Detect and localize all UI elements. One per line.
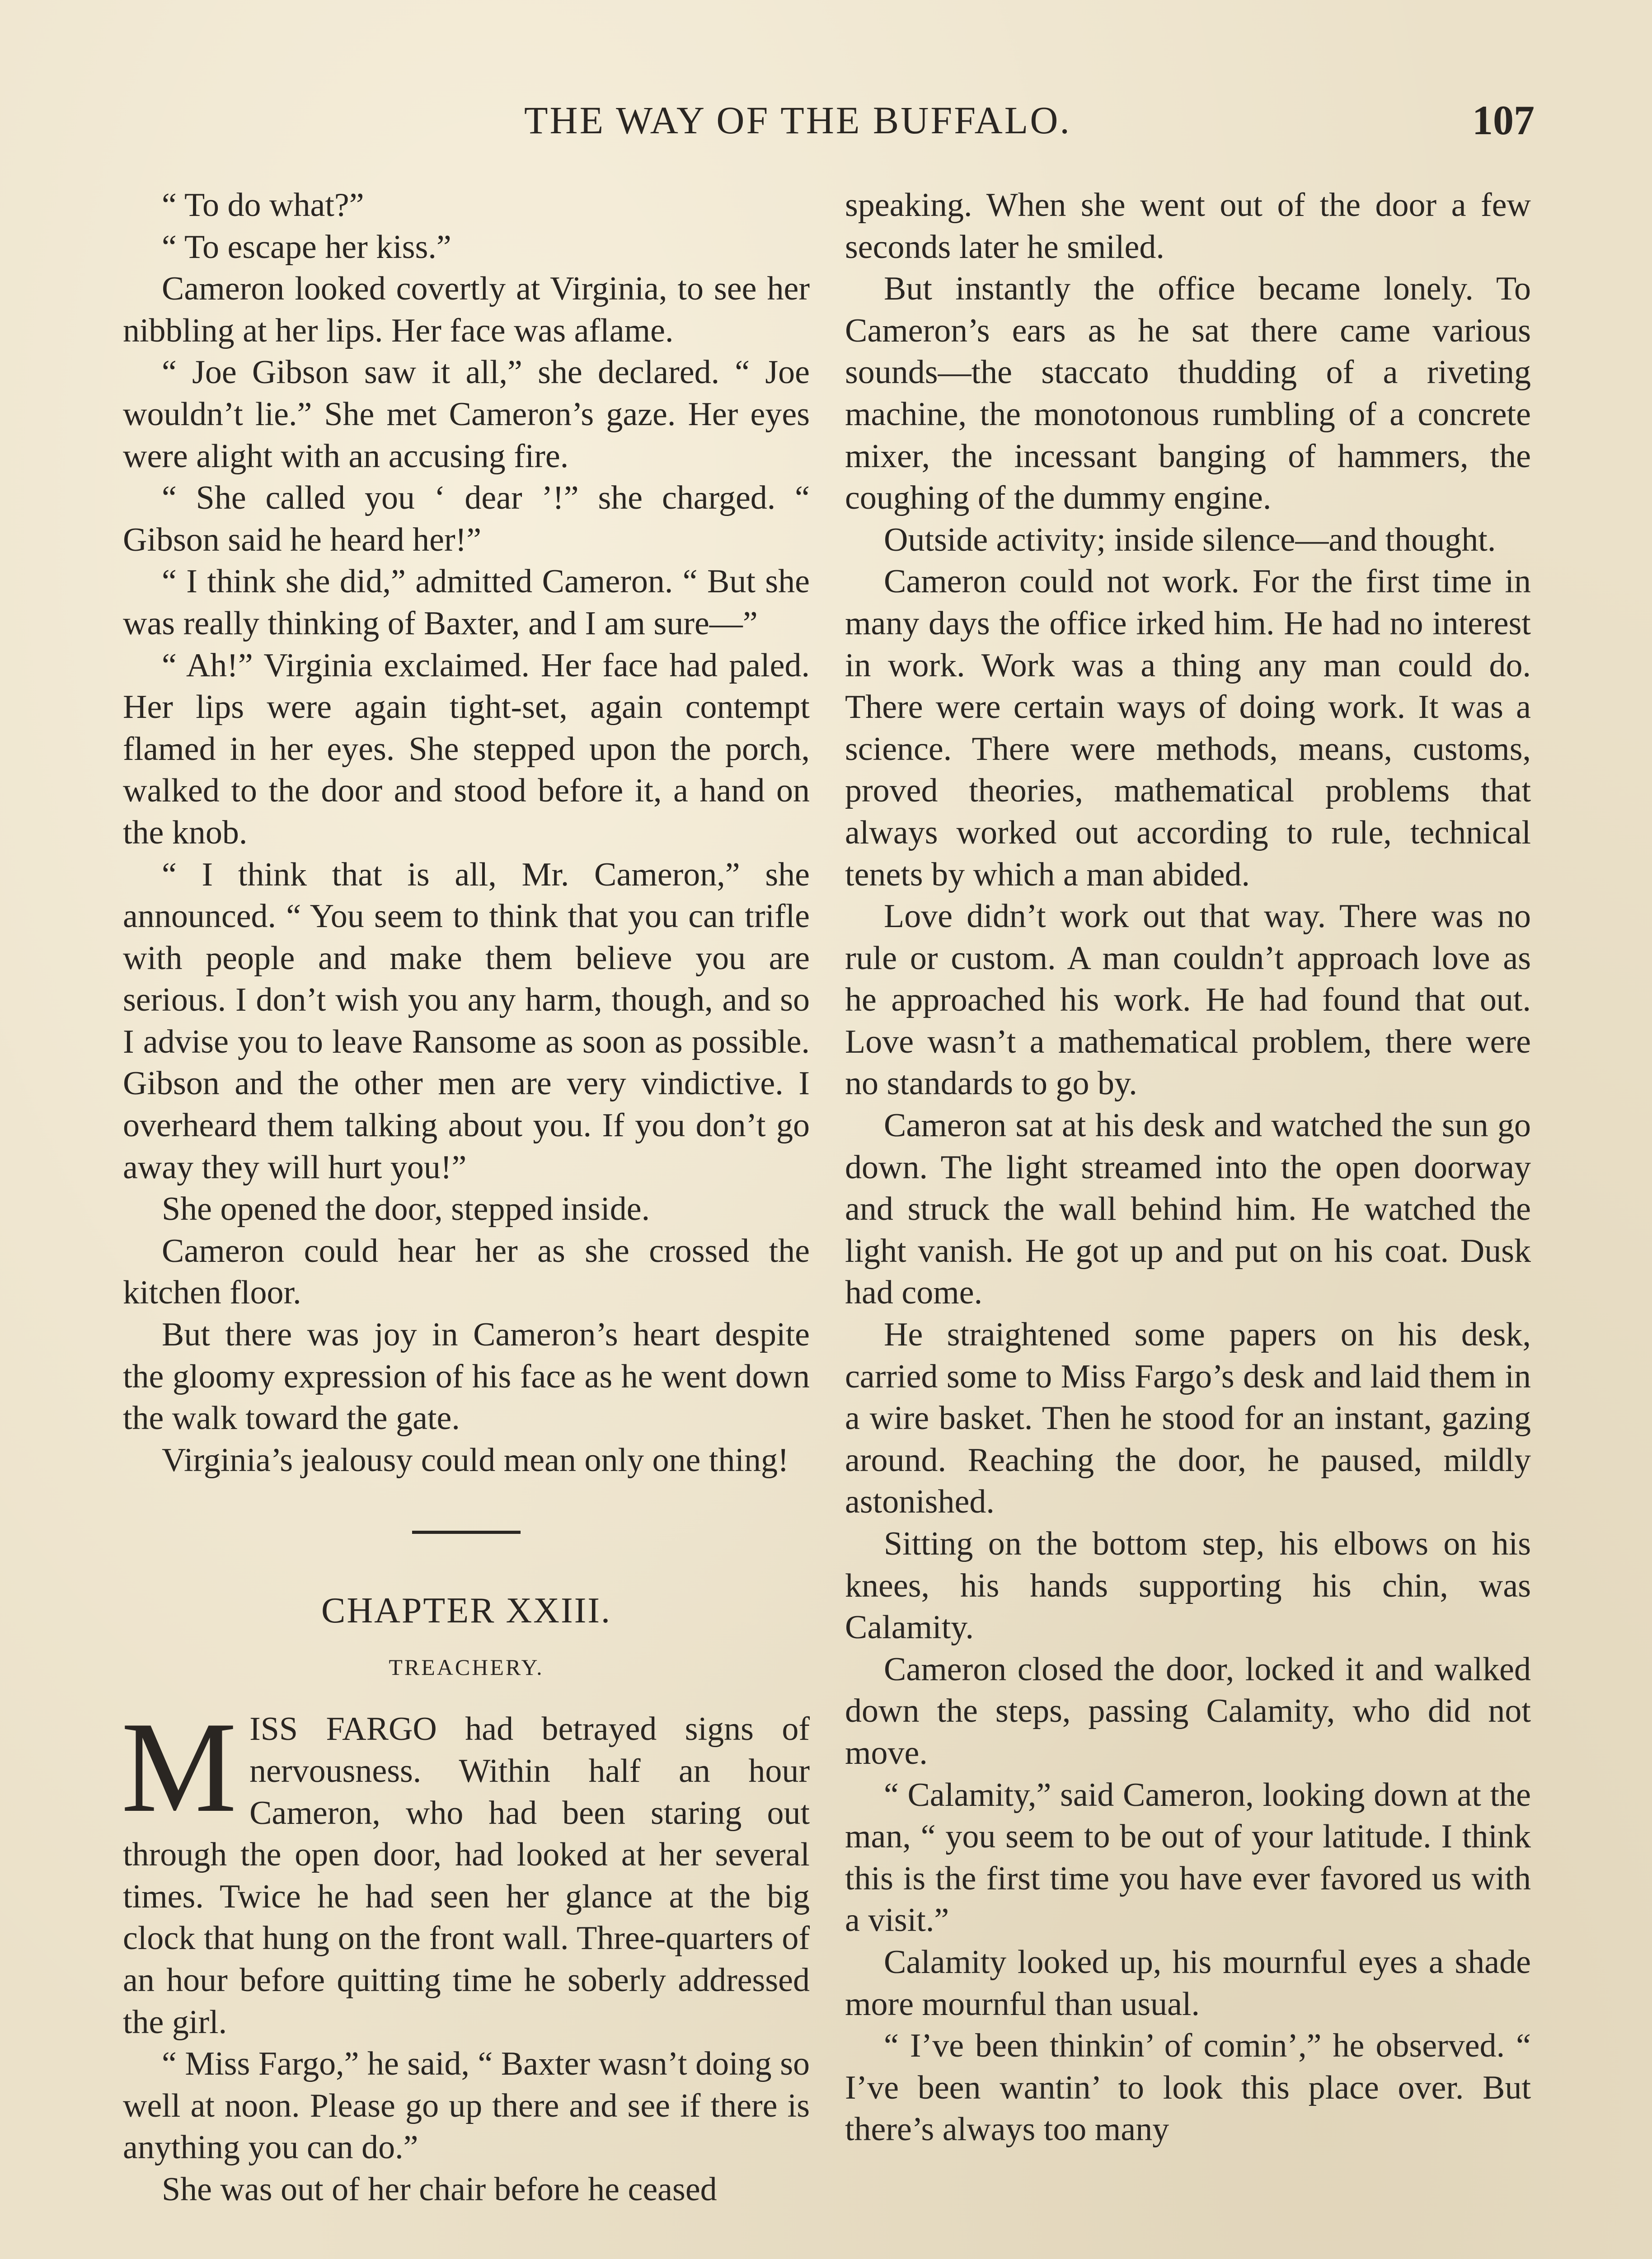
running-title: THE WAY OF THE BUFFALO. [524,98,1071,142]
paragraph: Cameron looked covertly at Virginia, to see her nibbling at her lips. Her face was aflame. [123,270,810,349]
paragraph: “ To do what?” [162,187,364,224]
paragraph: Cameron could hear her as she crossed the kitchen floor. [123,1232,810,1312]
chapter-opening-text: ISS FARGO had betrayed signs of nervousness. Within half an hour Cameron, who had been staring out through the open door, had looked at her several times. Twice he had seen her glance at the big clock that hung on the front wall. Three-quarters of an hour before quitting time he soberly addressed the girl. [123,1711,810,2041]
paragraph: But instantly the office became lonely. To Cameron’s ears as he sat there came various sounds—the staccato thudding of a riveting machine, the monotonous rumbling of a concrete mixer, the incessant banging of hammers, the coughing of the dummy engine. [845,270,1531,517]
paragraph: Cameron sat at his desk and watched the sun go down. The light streamed into the open doorway and struck the wall behind him. He watched the light vanish. He got up and put on his coat. Dusk had come. [845,1107,1531,1312]
paragraph: “ Miss Fargo,” he said, “ Baxter wasn’t doing so well at noon. Please go up there and see if there is anything you can do.” [123,2045,810,2166]
left-column [123,184,810,2211]
paragraph: Cameron closed the door, locked it and walked down the steps, passing Calamity, who did not move. [845,1650,1531,1772]
paragraph: Calamity looked up, his mournful eyes a shade more mournful than usual. [845,1943,1531,2023]
paragraph: “ Ah!” Virginia exclaimed. Her face had paled. Her lips were again tight-set, again contempt flamed in her eyes. She stepped upon the porch, walked to the door and stood before it, a hand on the knob. [123,647,810,851]
paragraph: “ Calamity,” said Cameron, looking down at the man, “ you seem to be out of your latitude. I think this is the first time you have ever favored us with a visit.” [845,1776,1531,1939]
paragraph: “ To escape her kiss.” [162,228,451,266]
continued-paragraph: speaking. When she went out of the door a few seconds later he smiled. [845,187,1531,266]
left-paragraphs-before [123,184,810,1481]
paragraph: Virginia’s jealousy could mean only one thing! [162,1441,789,1479]
paragraph: But there was joy in Cameron’s heart despite the gloomy expression of his face as he went down the walk toward the gate. [123,1316,810,1437]
drop-cap: M [121,1695,237,1840]
paragraph: “ Joe Gibson saw it all,” she declared. “ Joe wouldn’t lie.” She met Cameron’s gaze. Her eyes were alight with an accusing fire. [123,354,810,475]
paragraph: “ I think she did,” admitted Cameron. “ But she was really thinking of Baxter, and I am sure—” [123,563,810,642]
paragraph: Love didn’t work out that way. There was no rule or custom. A man couldn’t approach love as he approached his work. He had found that out. Love wasn’t a mathematical problem, there were no standards to go by. [845,898,1531,1102]
paragraph: She opened the door, stepped inside. [162,1190,650,1228]
right-column [845,184,1531,2151]
section-divider [412,1531,521,1534]
running-header [524,93,1535,147]
paragraph: “ I’ve been thinkin’ of comin’,” he observed. “ I’ve been wantin’ to look this place over. But there’s always too many [845,2027,1531,2148]
paragraph: Outside activity; inside silence—and thought. [884,521,1496,558]
paragraph: “ She called you ‘ dear ’!” she charged. “ Gibson said he heard her!” [123,479,810,558]
paragraph: Cameron could not work. For the first time in many days the office irked him. He had no interest in work. Work was a thing any man could do. There were certain ways of doing work. It was a science. There were methods, means, customs, proved theories, mathematical problems that always worked out according to rule, technical tenets by which a man abided. [845,563,1531,893]
paragraph: She was out of her chair before he ceased [162,2170,717,2208]
left-paragraphs-after [123,2043,810,2210]
paragraph: “ I think that is all, Mr. Cameron,” she announced. “ You seem to think that you can trifle with people and make them believe you are serious. I don’t wish you any harm, though, and so I advise you to leave Ransome as soon as possible. Gibson and the other men are very vindictive. I overheard them talking about you. If you don’t go away they will hurt you!” [123,856,810,1186]
chapter-title: CHAPTER XXIII. [321,1591,611,1631]
page-number: 107 [1472,97,1535,143]
chapter-subtitle: TREACHERY. [389,1654,544,1680]
paragraph: He straightened some papers on his desk, carried some to Miss Fargo’s desk and laid them in a wire basket. Then he stood for an instant, gazing around. Reaching the door, he paused, mildly astonished. [845,1316,1531,1521]
chapter-opening-paragraph [121,1695,810,2043]
paragraph: Sitting on the bottom step, his elbows on his knees, his hands supporting his chin, was Calamity. [845,1525,1531,1646]
right-paragraphs [845,268,1531,2151]
